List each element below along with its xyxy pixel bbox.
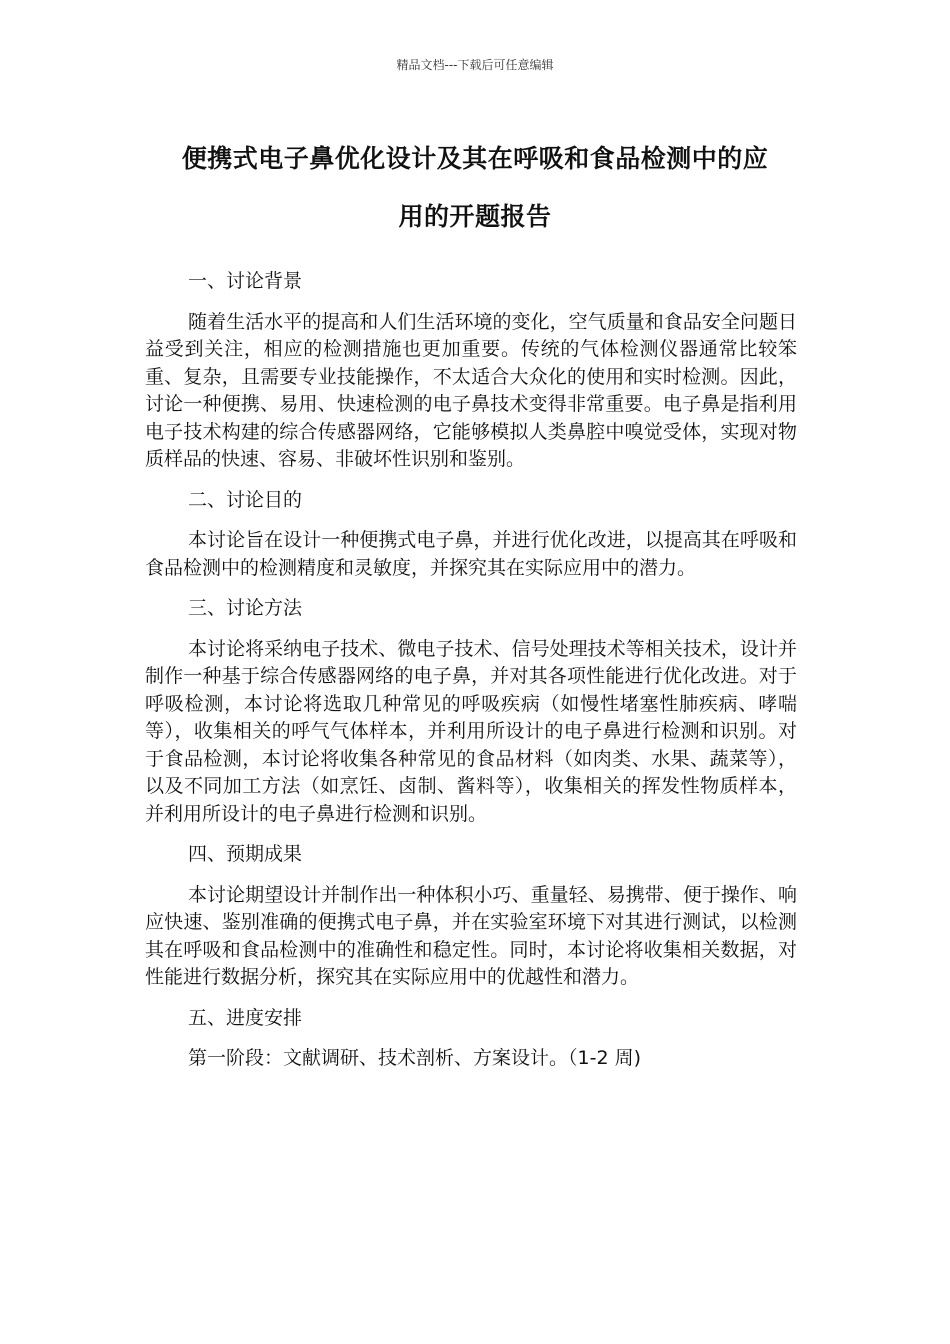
section-schedule [145,1005,797,1073]
section-background [145,268,797,474]
title-line-2: 用的开题报告 [398,202,552,231]
section-expected-results [145,841,797,992]
section-paragraph: 本讨论期望设计并制作出一种体积小巧、重量轻、易携带、便于操作、响应快速、鉴别准确的便携式电子鼻，并在实验室环境下对其进行测试，以检测其在呼吸和食品检测中的准确性和稳定性。同时，本讨论将收集相关数据，对性能进行数据分析，探究其在实际应用中的优越性和潜力。 [145,883,797,988]
section-heading: 四、预期成果 [188,843,303,865]
document-body [145,268,797,1073]
section-heading: 三、讨论方法 [188,597,303,619]
section-method [145,595,797,828]
section-heading: 五、进度安排 [188,1006,303,1029]
section-paragraph: 本讨论将采纳电子技术、微电子技术、信号处理技术等相关技术，设计并制作一种基于综合传感器网络的电子鼻，并对其各项性能进行优化改进。对于呼吸检测，本讨论将选取几种常见的呼吸疾病（如慢性堵塞性肺疾病、哮喘等），收集相关的呼气气体样本，并利用所设计的电子鼻进行检测和识别。对于食品检测，本讨论将收集各种常见的食品材料（如肉类、水果、蔬菜等），以及不同加工方法（如烹饪、卤制、酱料等），收集相关的挥发性物质样本，并利用所设计的电子鼻进行检测和识别。 [145,637,797,825]
title-line-1: 便携式电子鼻优化设计及其在呼吸和食品检测中的应 [181,144,769,173]
section-purpose [145,487,797,583]
document-title [140,130,810,246]
schedule-item: 第一阶段：文献调研、技术剖析、方案设计。（1-2 周) [188,1047,641,1069]
section-heading: 一、讨论背景 [188,270,303,292]
section-heading: 二、讨论目的 [188,488,303,511]
section-paragraph: 本讨论旨在设计一种便携式电子鼻，并进行优化改进，以提高其在呼吸和食品检测中的检测精度和灵敏度，并探究其在实际应用中的潜力。 [145,529,797,579]
header-note: 精品文档---下载后可任意编辑 [396,58,554,72]
section-paragraph: 随着生活水平的提高和人们生活环境的变化，空气质量和食品安全问题日益受到关注，相应的检测措施也更加重要。传统的气体检测仪器通常比较笨重、复杂，且需要专业技能操作，不太适合大众化的使用和实时检测。因此，讨论一种便携、易用、快速检测的电子鼻技术变得非常重要。电子鼻是指利用电子技术构建的综合传感器网络，它能够模拟人类鼻腔中嗅觉受体，实现对物质样品的快速、容易、非破坏性识别和鉴别。 [145,310,797,470]
